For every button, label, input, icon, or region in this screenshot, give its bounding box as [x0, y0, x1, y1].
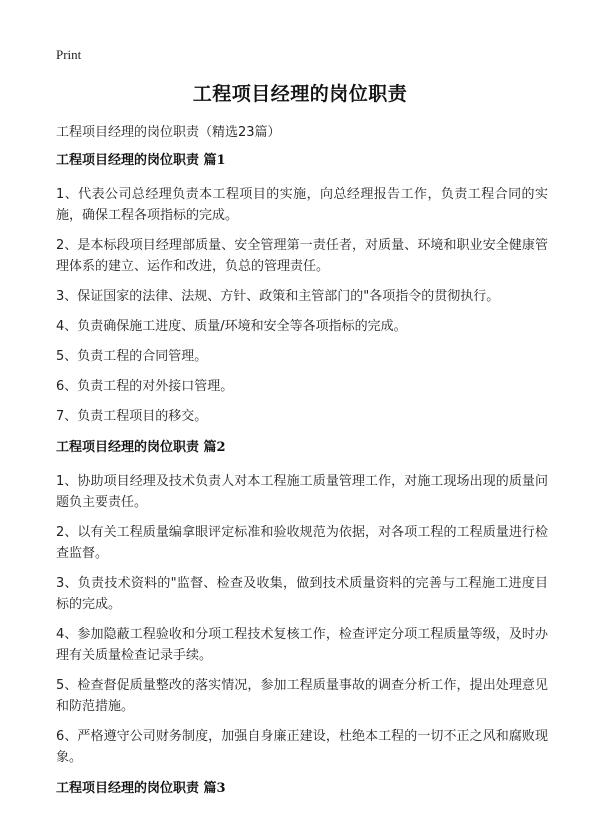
document-body: [56, 152, 548, 812]
list-item: 7、负责工程项目的移交。: [56, 409, 208, 424]
list-item: 4、负责确保施工进度、质量/环境和安全等各项指标的完成。: [56, 319, 407, 334]
document-subtitle: 工程项目经理的岗位职责（精选23篇）: [56, 125, 281, 140]
section-2: [56, 439, 548, 768]
list-item: 1、代表公司总经理负责本工程项目的实施，向总经理报告工作，负责工程合同的实施，确保工程各项指标的完成。: [56, 187, 548, 223]
list-item: 6、负责工程的对外接口管理。: [56, 379, 234, 394]
list-item: 4、参加隐蔽工程验收和分项工程技术复核工作，检查评定分项工程质量等级，及时办理有关质量检查记录手续。: [56, 627, 548, 663]
print-label: Print: [56, 47, 82, 62]
section-1: [56, 152, 548, 427]
list-item: 5、检查督促质量整改的落实情况，参加工程质量事故的调查分析工作，提出处理意见和防范措施。: [56, 678, 548, 714]
section-3: [56, 780, 548, 798]
list-item: 6、严格遵守公司财务制度，加强自身廉正建设，杜绝本工程的一切不正之风和腐败现象。: [56, 729, 548, 765]
list-item: 2、以有关工程质量编拿眼评定标准和验收规范为依据，对各项工程的工程质量进行检查监督。: [56, 525, 548, 561]
list-item: 2、是本标段项目经理部质量、安全管理第一责任者，对质量、环境和职业安全健康管理体系的建立、运作和改进，负总的管理责任。: [56, 238, 548, 274]
list-item: 5、负责工程的合同管理。: [56, 349, 208, 364]
list-item: 1、协助项目经理及技术负责人对本工程施工质量管理工作，对施工现场出现的质量问题负主要责任。: [56, 474, 548, 510]
section-heading: 工程项目经理的岗位职责 篇3: [56, 781, 226, 796]
page-title: 工程项目经理的岗位职责: [192, 83, 408, 105]
section-heading: 工程项目经理的岗位职责 篇1: [56, 153, 226, 168]
section-heading: 工程项目经理的岗位职责 篇2: [56, 440, 226, 455]
list-item: 3、负责技术资料的"监督、检查及收集，做到技术质量资料的完善与工程施工进度目标的完成。: [56, 576, 548, 612]
list-item: 3、保证国家的法律、法规、方针、政策和主管部门的"各项指令的贯彻执行。: [56, 289, 500, 304]
